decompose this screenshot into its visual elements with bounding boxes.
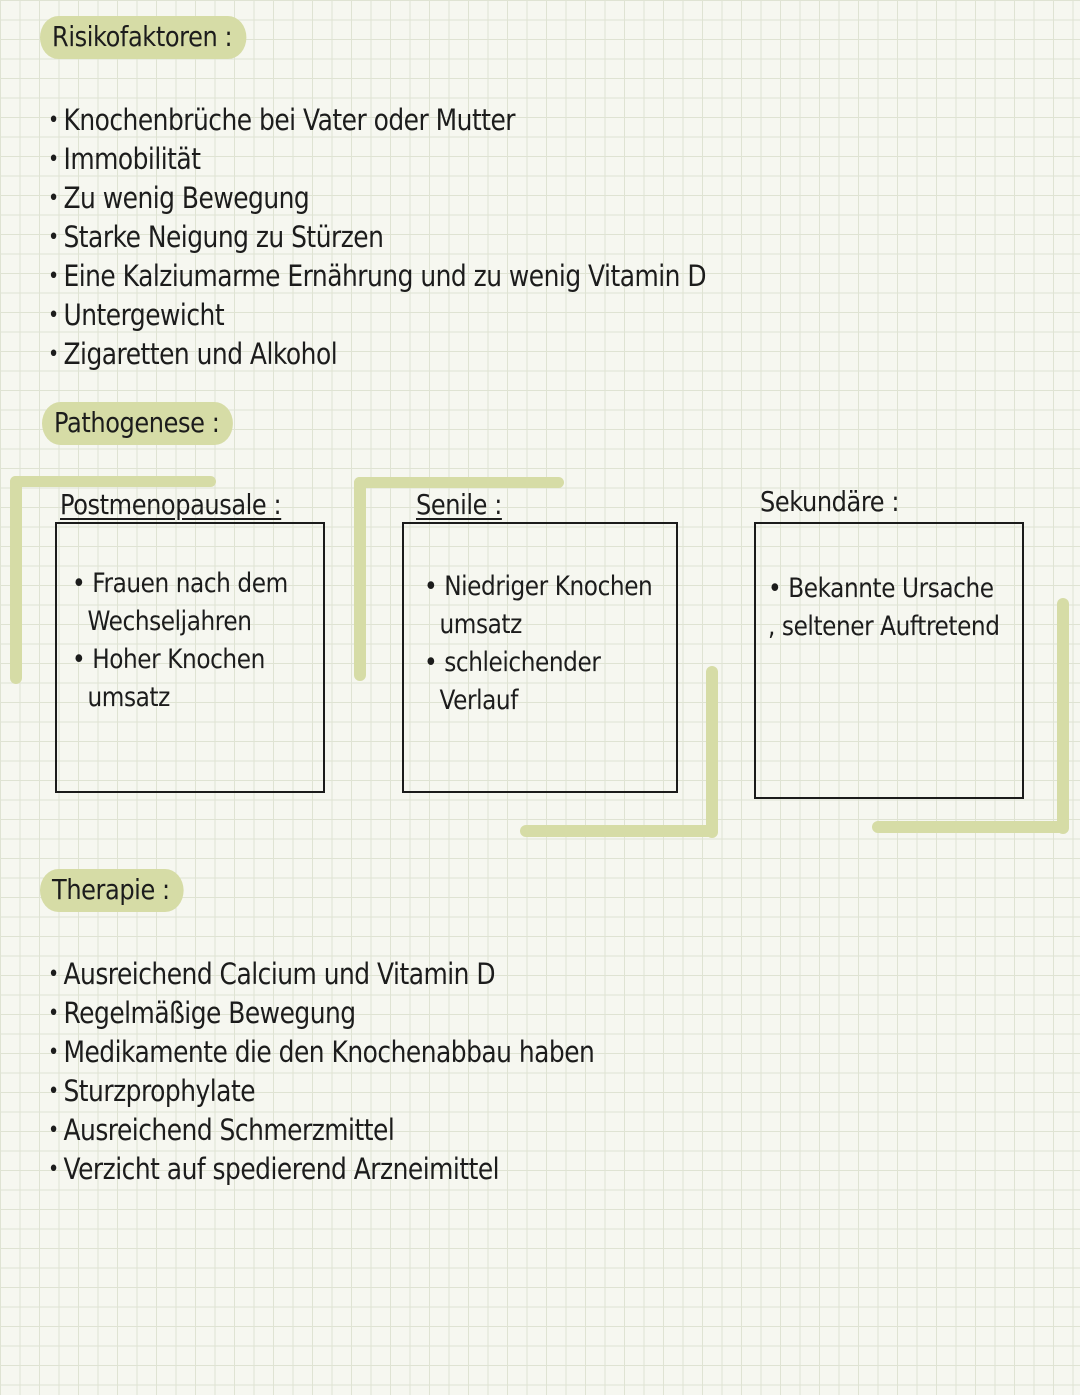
list-item: • Knochenbrüche bei Vater oder Mutter	[48, 101, 706, 140]
highlight-stroke	[1057, 598, 1069, 834]
list-item: • Zigaretten und Alkohol	[48, 335, 706, 374]
box-title-postmenopausale: Postmenopausale :	[60, 488, 282, 521]
box-text-sekundaere: • Bekannte Ursache , seltener Auftretend	[768, 573, 1000, 642]
bullet-icon: •	[48, 342, 59, 367]
highlight-stroke	[354, 477, 366, 681]
highlight-stroke	[706, 666, 718, 838]
highlight-stroke	[520, 825, 718, 837]
risk-factor-list	[48, 101, 706, 374]
bullet-icon: •	[48, 1001, 59, 1026]
bullet-icon: •	[48, 186, 59, 211]
bullet-icon: •	[48, 1079, 59, 1104]
list-item: • Eine Kalziumarme Ernährung und zu wenig Vitamin D	[48, 257, 706, 296]
list-item: • Immobilität	[48, 140, 706, 179]
heading-risikofaktoren: Risikofaktoren :	[40, 16, 246, 59]
box-text-postmenopausale: • Frauen nach dem Wechseljahren • Hoher Knochen umsatz	[72, 568, 288, 713]
box-sekundaere	[754, 522, 1024, 799]
list-item: • Starke Neigung zu Stürzen	[48, 218, 706, 257]
list-item: • Sturzprophylate	[48, 1072, 594, 1111]
box-text-senile: • Niedriger Knochen umsatz • schleichender Verlauf	[424, 571, 653, 716]
bullet-icon: •	[48, 264, 59, 289]
list-item: • Untergewicht	[48, 296, 706, 335]
list-item: • Ausreichend Calcium und Vitamin D	[48, 955, 594, 994]
list-item: • Zu wenig Bewegung	[48, 179, 706, 218]
list-item: • Regelmäßige Bewegung	[48, 994, 594, 1033]
list-item: • Verzicht auf spedierend Arzneimittel	[48, 1150, 594, 1189]
highlight-stroke	[354, 477, 564, 488]
highlight-stroke	[10, 476, 22, 684]
box-title-sekundaere: Sekundäre :	[760, 485, 900, 518]
bullet-icon: •	[48, 1157, 59, 1182]
highlight-stroke	[872, 821, 1069, 833]
bullet-icon: •	[48, 303, 59, 328]
bullet-icon: •	[48, 1040, 59, 1065]
therapy-list	[48, 955, 594, 1189]
highlight-stroke	[10, 476, 216, 487]
box-title-senile: Senile :	[416, 488, 502, 521]
bullet-icon: •	[48, 1118, 59, 1143]
heading-pathogenese: Pathogenese :	[42, 402, 233, 445]
heading-therapie: Therapie :	[40, 869, 183, 912]
bullet-icon: •	[48, 108, 59, 133]
bullet-icon: •	[48, 962, 59, 987]
bullet-icon: •	[48, 147, 59, 172]
list-item: • Medikamente die den Knochenabbau haben	[48, 1033, 594, 1072]
bullet-icon: •	[48, 225, 59, 250]
list-item: • Ausreichend Schmerzmittel	[48, 1111, 594, 1150]
